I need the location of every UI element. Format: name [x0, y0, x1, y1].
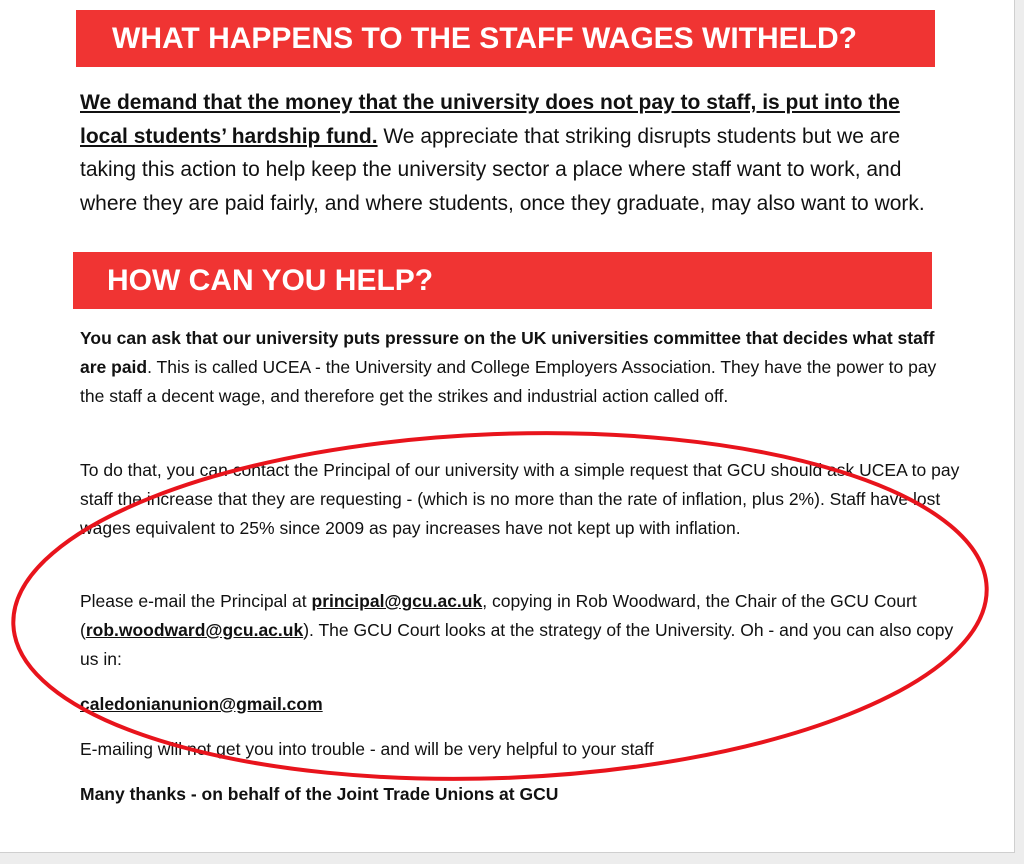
help-paragraph: [80, 324, 960, 411]
banner-help-title: HOW CAN YOU HELP?: [107, 264, 434, 297]
union-email-line: [80, 690, 960, 719]
email-paragraph: [80, 587, 960, 674]
reassurance-text: E-mailing will not get you into trouble - and will be very helpful to your staff: [80, 739, 654, 759]
email-prefix: Please e-mail the Principal at: [80, 591, 312, 611]
signoff-text: Many thanks - on behalf of the Joint Trade Unions at GCU: [80, 784, 559, 804]
banner-wages-withheld: [76, 10, 935, 67]
signoff-line: [80, 780, 960, 809]
help-text: . This is called UCEA - the University and College Employers Association. They have the power to pay the staff a decent wage, and therefore get the strikes and industrial action called off.: [80, 357, 937, 406]
union-email-link[interactable]: caledonianunion@gmail.com: [80, 694, 323, 714]
viewer-background: [1015, 0, 1024, 864]
banner-wages-title: WHAT HAPPENS TO THE STAFF WAGES WITHELD?: [112, 22, 857, 55]
reassurance-line: [80, 735, 960, 764]
email-middle: , copying in Rob Woodward, the Chair of the GCU Court (: [80, 591, 917, 640]
intro-text: We appreciate that striking disrupts students but we are taking this action to help keep the university sector a place where staff want to work, and where they are paid fairly, and where students, once they graduate, may also want to work.: [80, 124, 925, 215]
viewer-background-bottom: [0, 853, 1024, 864]
demand-statement: We demand that the money that the university does not pay to staff, is put into the local students’ hardship fund.: [80, 91, 900, 148]
intro-paragraph: [80, 86, 940, 220]
contact-text: To do that, you can contact the Principal of our university with a simple request that GCU should ask UCEA to pay staff the increase that they are requesting - (which is no more than the rate of inflation, plus 2%). Staff have lost wages equivalent to 25% since 2009 as pay increases have not kept up with inflation.: [80, 460, 960, 538]
banner-how-help: [73, 252, 932, 309]
help-bold: You can ask that our university puts pressure on the UK universities committee that decides what staff are paid: [80, 328, 935, 377]
principal-email-link[interactable]: principal@gcu.ac.uk: [311, 591, 483, 611]
contact-paragraph: [80, 456, 960, 543]
chair-email-link[interactable]: rob.woodward@gcu.ac.uk: [85, 620, 304, 640]
email-suffix: ). The GCU Court looks at the strategy of the University. Oh - and you can also copy us in:: [80, 620, 954, 669]
